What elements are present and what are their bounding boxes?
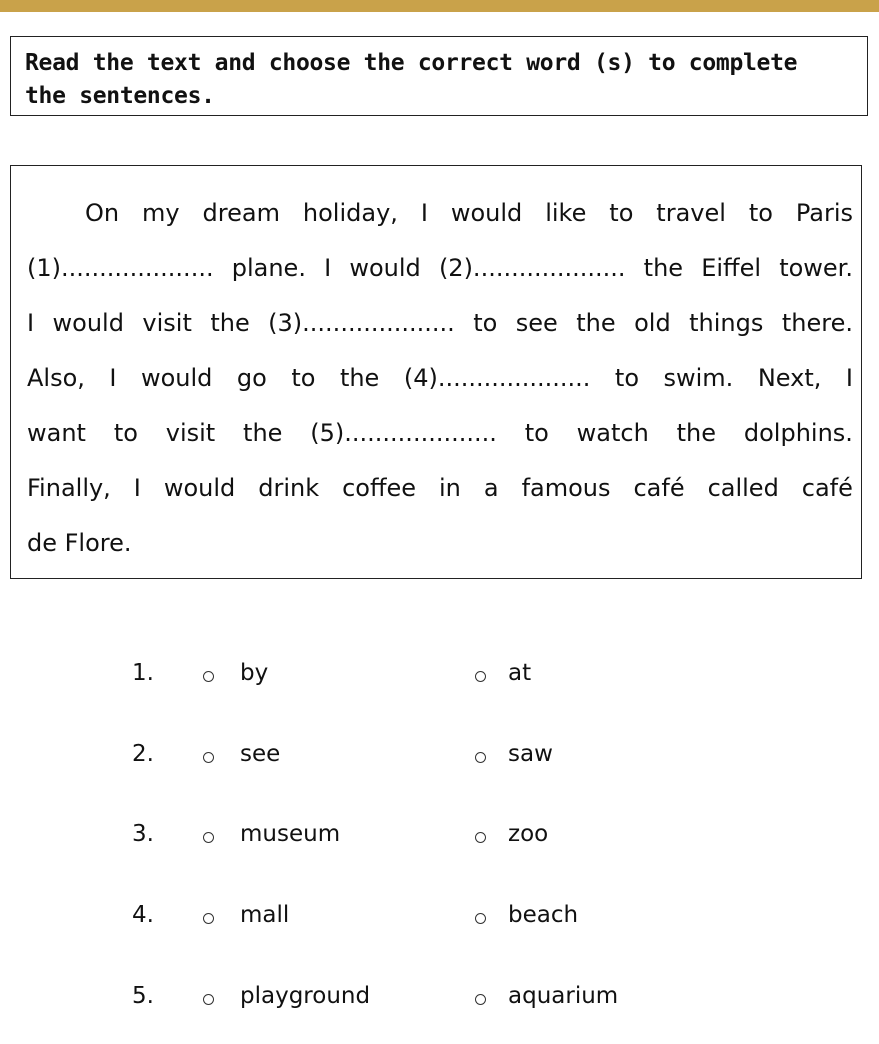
passage-word: swim. bbox=[663, 364, 734, 392]
question-number: 4. bbox=[132, 902, 154, 928]
passage-word: de Flore. bbox=[27, 529, 132, 557]
passage-word: (1).................... bbox=[27, 254, 214, 282]
question-number: 1. bbox=[132, 660, 154, 686]
passage-word: (3).................... bbox=[268, 309, 455, 337]
question-number: 2. bbox=[132, 741, 154, 767]
passage-word: would bbox=[450, 199, 523, 227]
passage-word: would bbox=[163, 474, 236, 502]
passage-word: to bbox=[113, 419, 138, 447]
passage-word: would bbox=[52, 309, 124, 337]
radio-button-q2-a[interactable] bbox=[203, 752, 214, 763]
passage-word: things bbox=[689, 309, 764, 337]
passage-word: the bbox=[643, 254, 684, 282]
passage-word: plane. bbox=[231, 254, 306, 282]
passage-word: to bbox=[473, 309, 498, 337]
question-number: 3. bbox=[132, 821, 154, 847]
radio-button-q3-b[interactable] bbox=[475, 832, 486, 843]
option-label-q2-b[interactable]: saw bbox=[508, 741, 553, 767]
option-label-q1-b[interactable]: at bbox=[508, 660, 532, 686]
passage-word: to bbox=[609, 199, 634, 227]
passage-word: I bbox=[420, 199, 428, 227]
passage-word: (2).................... bbox=[438, 254, 626, 282]
passage-word: I bbox=[324, 254, 332, 282]
passage-word: watch bbox=[576, 419, 649, 447]
passage-word: I bbox=[27, 309, 35, 337]
passage-word: famous bbox=[521, 474, 611, 502]
radio-button-q1-a[interactable] bbox=[203, 671, 214, 682]
passage-word: (4).................... bbox=[403, 364, 591, 392]
passage-word: the bbox=[339, 364, 380, 392]
passage-word: to bbox=[614, 364, 639, 392]
instruction-line-2: the sentences. bbox=[25, 83, 215, 109]
passage-word: visit bbox=[142, 309, 192, 337]
passage-word: see bbox=[515, 309, 558, 337]
radio-button-q2-b[interactable] bbox=[475, 752, 486, 763]
passage-word: would bbox=[140, 364, 213, 392]
passage-word: called bbox=[707, 474, 779, 502]
passage-word: the bbox=[210, 309, 250, 337]
instruction-line-1: Read the text and choose the correct word (s) to complete bbox=[25, 50, 798, 76]
option-label-q5-b[interactable]: aquarium bbox=[508, 983, 619, 1009]
passage-word: a bbox=[483, 474, 499, 502]
radio-button-q5-b[interactable] bbox=[475, 994, 486, 1005]
passage-word: Also, bbox=[27, 364, 85, 392]
passage-word: to bbox=[748, 199, 773, 227]
passage-word: want bbox=[27, 419, 86, 447]
passage-word: like bbox=[545, 199, 587, 227]
passage-word: the bbox=[243, 419, 283, 447]
passage-word: Finally, bbox=[27, 474, 111, 502]
passage-word: old bbox=[634, 309, 671, 337]
option-label-q4-b[interactable]: beach bbox=[508, 902, 579, 928]
passage-word: café bbox=[633, 474, 685, 502]
passage-word: in bbox=[439, 474, 461, 502]
option-label-q2-a[interactable]: see bbox=[240, 741, 281, 767]
passage-word: travel bbox=[656, 199, 726, 227]
option-label-q3-a[interactable]: museum bbox=[240, 821, 341, 847]
passage-word: Paris bbox=[795, 199, 853, 227]
passage-word: to bbox=[524, 419, 549, 447]
passage-word: drink bbox=[258, 474, 320, 502]
passage-word: Eiffel bbox=[701, 254, 762, 282]
passage-word: holiday, bbox=[302, 199, 398, 227]
passage-word: dolphins. bbox=[743, 419, 853, 447]
passage-word: dream bbox=[202, 199, 280, 227]
passage-word: coffee bbox=[342, 474, 417, 502]
passage-word: Next, bbox=[757, 364, 822, 392]
radio-button-q5-a[interactable] bbox=[203, 994, 214, 1005]
passage-word: would bbox=[349, 254, 421, 282]
option-label-q1-a[interactable]: by bbox=[240, 660, 269, 686]
passage-word: I bbox=[133, 474, 141, 502]
passage-word: On bbox=[85, 199, 120, 227]
passage-word: tower. bbox=[779, 254, 853, 282]
question-number: 5. bbox=[132, 983, 154, 1009]
passage-word: I bbox=[845, 364, 853, 392]
passage-word: café bbox=[801, 474, 853, 502]
passage-word: my bbox=[142, 199, 180, 227]
passage-word: visit bbox=[165, 419, 216, 447]
radio-button-q3-a[interactable] bbox=[203, 832, 214, 843]
option-label-q4-a[interactable]: mall bbox=[240, 902, 290, 928]
radio-button-q4-b[interactable] bbox=[475, 913, 486, 924]
passage-word: go bbox=[236, 364, 267, 392]
option-label-q5-a[interactable]: playground bbox=[240, 983, 371, 1009]
passage-word: the bbox=[576, 309, 616, 337]
passage-word: the bbox=[676, 419, 717, 447]
passage-word: I bbox=[109, 364, 117, 392]
passage-word: there. bbox=[781, 309, 853, 337]
passage-word: to bbox=[291, 364, 316, 392]
radio-button-q1-b[interactable] bbox=[475, 671, 486, 682]
option-label-q3-b[interactable]: zoo bbox=[508, 821, 549, 847]
radio-button-q4-a[interactable] bbox=[203, 913, 214, 924]
passage-word: (5).................... bbox=[310, 419, 497, 447]
